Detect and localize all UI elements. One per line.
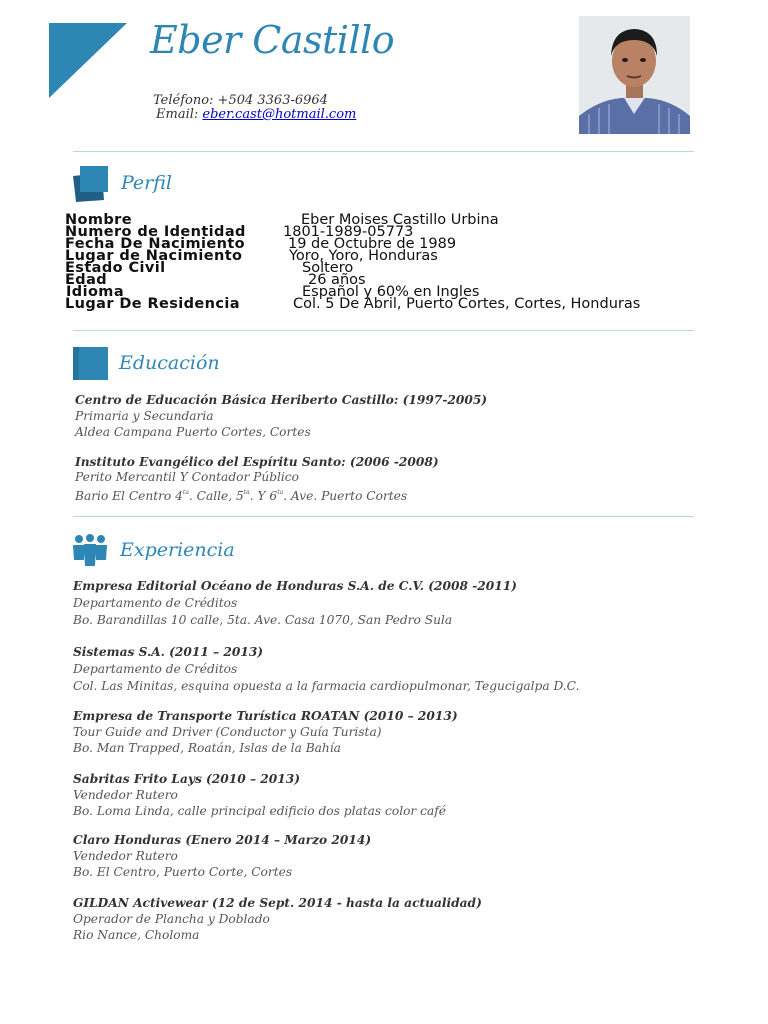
divider-rule (73, 330, 694, 331)
phone-text: Teléfono: +504 3363-6964 (153, 93, 328, 108)
profile-label: Lugar De Residencia (65, 296, 240, 312)
education-entry (75, 455, 439, 504)
section-title-perfil: Perfil (121, 172, 173, 194)
education-detail: Perito Mercantil Y Contador Público (75, 470, 299, 484)
profile-label: Nombre (65, 212, 132, 228)
experience-title: Claro Honduras (Enero 2014 – Marzo 2014) (73, 833, 372, 847)
experience-title: Empresa de Transporte Turística ROATAN (2010 – 2013) (73, 709, 458, 723)
email-link[interactable]: eber.cast@hotmail.com (202, 107, 357, 122)
experience-entry (73, 578, 517, 629)
experience-role: Operador de Plancha y Doblado (73, 912, 270, 926)
experience-entry (73, 708, 458, 756)
candidate-name: Eber Castillo (150, 18, 395, 62)
education-detail: Primaria y Secundaria (75, 409, 214, 423)
portrait-illustration (579, 16, 690, 134)
experience-role: Vendedor Rutero (73, 849, 178, 863)
education-address: Bario El Centro $4^{ta}$. Calle, $5^{ta}$. Y $6^{ta}$. Ave. Puerto Cortes (75, 489, 408, 503)
education-title: Instituto Evangélico del Espíritu Santo: (2006 -2008) (75, 455, 439, 469)
section-title-experiencia: Experiencia (120, 539, 235, 561)
experience-role: Departamento de Créditos (73, 596, 238, 610)
profile-value: Soltero (302, 260, 354, 276)
documents-icon (72, 166, 110, 206)
profile-photo (579, 16, 690, 134)
email-label: Email: (156, 107, 199, 122)
contact-block (153, 94, 356, 122)
experience-address: Rio Nance, Choloma (73, 928, 200, 942)
profile-label: Edad (65, 272, 108, 288)
experience-address: Bo. Barandillas 10 calle, 5ta. Ave. Casa 1070, San Pedro Sula (73, 613, 453, 627)
profile-value: 19 de Octubre de 1989 (288, 236, 457, 252)
experience-entry (73, 771, 446, 819)
section-title-educacion: Educación (119, 352, 220, 374)
divider-rule (73, 516, 694, 517)
experience-role: Vendedor Rutero (73, 788, 178, 802)
email-line (153, 108, 356, 122)
experience-title: Sistemas S.A. (2011 – 2013) (73, 645, 264, 659)
experience-entry (73, 832, 371, 880)
profile-value: 1801-1989-05773 (283, 224, 414, 240)
experience-title: Sabritas Frito Lays (2010 – 2013) (73, 772, 300, 786)
experience-entry (73, 644, 579, 695)
profile-value: Eber Moises Castillo Urbina (301, 212, 499, 228)
education-address: Aldea Campana Puerto Cortes, Cortes (75, 425, 311, 439)
corner-triangle-decoration (49, 23, 127, 98)
profile-label: Fecha De Nacimiento (65, 236, 246, 252)
experience-address: Col. Las Minitas, esquina opuesta a la farmacia cardiopulmonar, Tegucigalpa D.C. (73, 679, 580, 693)
profile-label: Idioma (66, 284, 124, 300)
experience-title: GILDAN Activewear (12 de Sept. 2014 - hasta la actualidad) (73, 896, 482, 910)
education-title: Centro de Educación Básica Heriberto Castillo: (1997-2005) (75, 393, 488, 407)
profile-label: Numero de Identidad (65, 224, 246, 240)
experience-role: Tour Guide and Driver (Conductor y Guía Turista) (73, 725, 382, 739)
profile-value: Español y 60% en Ingles (302, 284, 480, 300)
profile-value: Yoro, Yoro, Honduras (289, 248, 438, 264)
profile-value: 26 años (308, 272, 366, 288)
experience-address: Bo. Loma Linda, calle principal edificio dos platas color café (73, 804, 446, 818)
people-icon (72, 534, 108, 570)
education-entry (75, 392, 487, 440)
profile-label: Lugar de Nacimiento (65, 248, 243, 264)
profile-value: Col. 5 De Abril, Puerto Cortes, Cortes, Honduras (293, 296, 641, 312)
square-icon (73, 347, 108, 384)
experience-title: Empresa Editorial Océano de Honduras S.A. de C.V. (2008 -2011) (73, 579, 517, 593)
profile-label: Estado Civil (65, 260, 166, 276)
experience-entry (73, 895, 482, 943)
experience-address: Bo. El Centro, Puerto Corte, Cortes (73, 865, 293, 879)
experience-role: Departamento de Créditos (73, 662, 238, 676)
experience-address: Bo. Man Trapped, Roatán, Islas de la Bahía (73, 741, 341, 755)
divider-rule (73, 151, 694, 152)
